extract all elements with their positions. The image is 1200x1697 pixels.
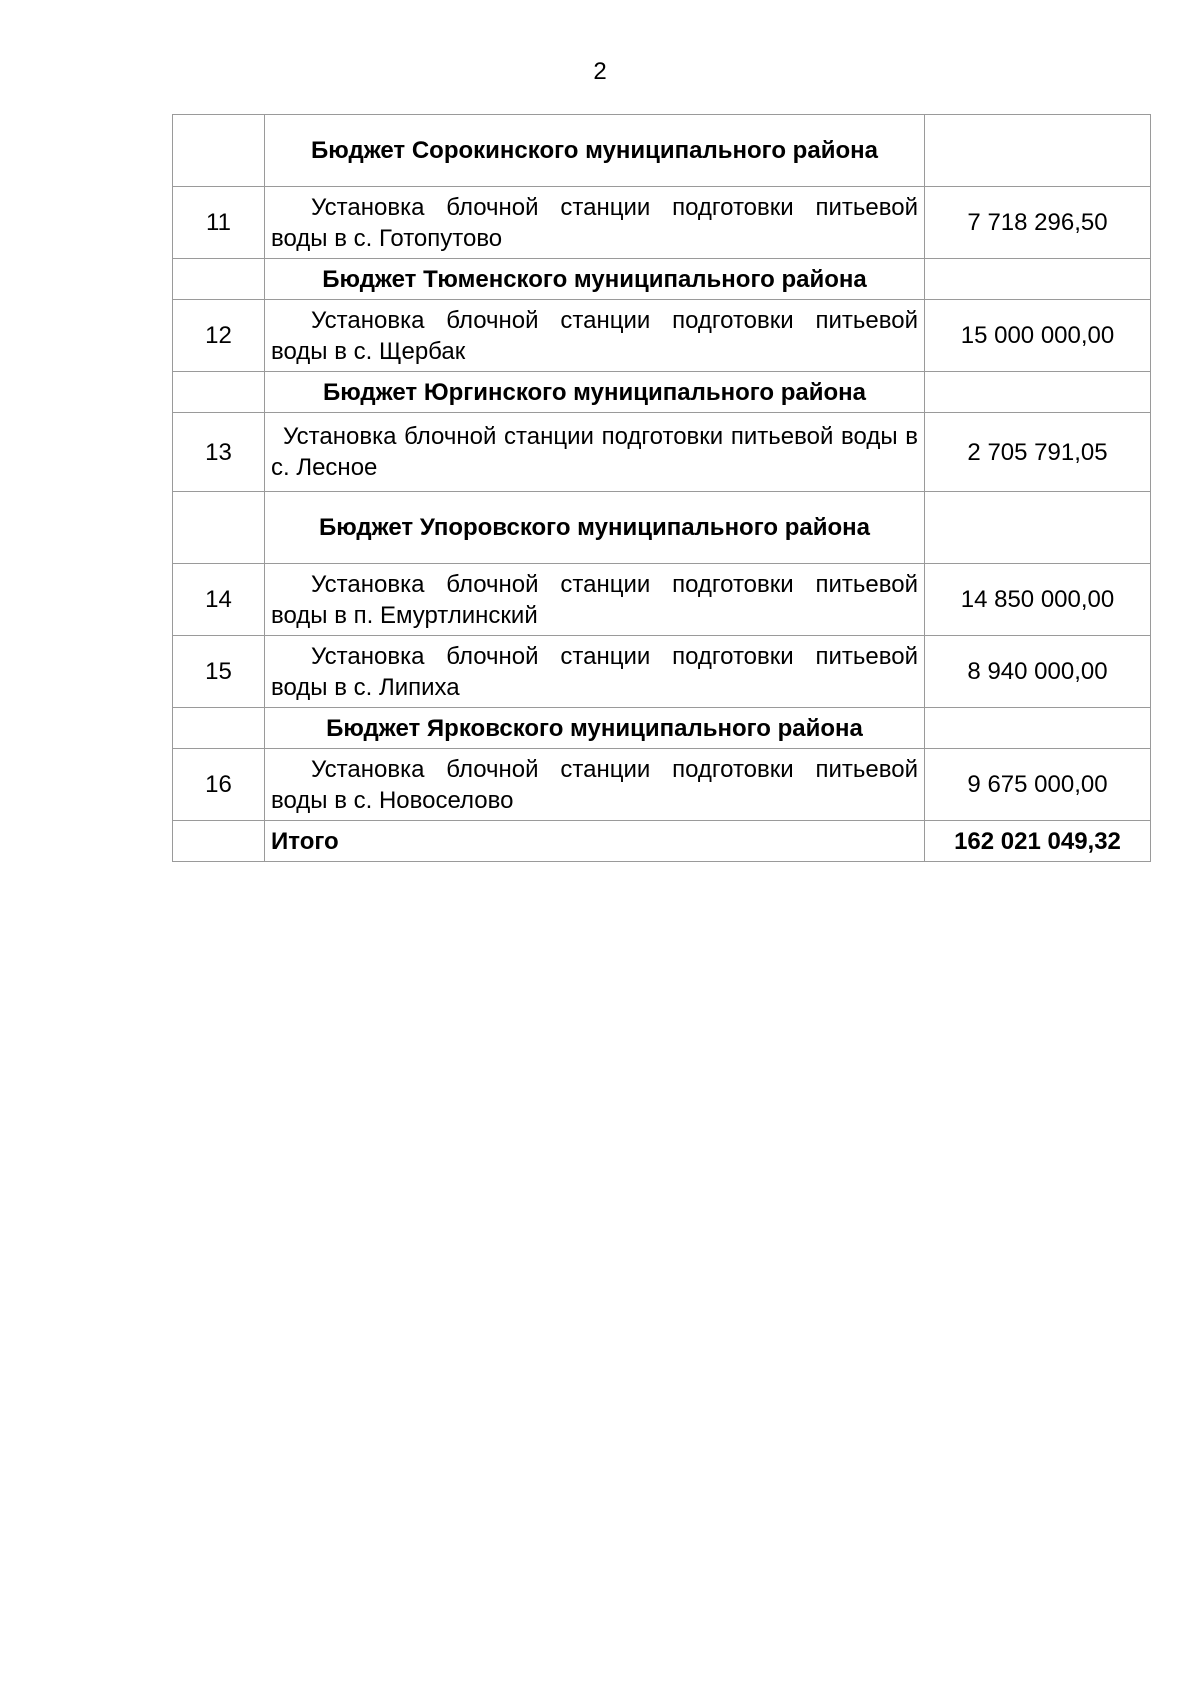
section-amount-cell (925, 708, 1151, 749)
section-num-cell (173, 115, 265, 187)
row-description: Установка блочной станции подготовки питьевой воды в с. Липиха (265, 636, 925, 708)
row-amount: 8 940 000,00 (925, 636, 1151, 708)
total-row (173, 821, 1151, 862)
section-amount-cell (925, 259, 1151, 300)
section-num-cell (173, 492, 265, 564)
row-description: Установка блочной станции подготовки питьевой воды в с. Лесное (265, 413, 925, 492)
row-description: Установка блочной станции подготовки питьевой воды в с. Щербак (265, 300, 925, 372)
section-title: Бюджет Упоровского муниципального района (265, 492, 925, 564)
table-row (173, 564, 1151, 636)
row-amount: 7 718 296,50 (925, 187, 1151, 259)
budget-table (172, 114, 1151, 862)
section-row (173, 372, 1151, 413)
total-label: Итого (265, 821, 925, 862)
table-row (173, 187, 1151, 259)
row-amount: 15 000 000,00 (925, 300, 1151, 372)
section-amount-cell (925, 372, 1151, 413)
section-row (173, 259, 1151, 300)
section-num-cell (173, 259, 265, 300)
table-row (173, 749, 1151, 821)
row-number: 11 (173, 187, 265, 259)
total-amount: 162 021 049,32 (925, 821, 1151, 862)
page-number: 2 (593, 58, 607, 85)
table-row (173, 636, 1151, 708)
row-number: 12 (173, 300, 265, 372)
section-title: Бюджет Ярковского муниципального района (265, 708, 925, 749)
row-number: 15 (173, 636, 265, 708)
section-title: Бюджет Сорокинского муниципального района (265, 115, 925, 187)
row-amount: 2 705 791,05 (925, 413, 1151, 492)
section-amount-cell (925, 492, 1151, 564)
table-row (173, 300, 1151, 372)
table-row (173, 413, 1151, 492)
section-row (173, 115, 1151, 187)
row-number: 14 (173, 564, 265, 636)
row-description: Установка блочной станции подготовки питьевой воды в с. Новоселово (265, 749, 925, 821)
row-description: Установка блочной станции подготовки питьевой воды в п. Емуртлинский (265, 564, 925, 636)
row-amount: 9 675 000,00 (925, 749, 1151, 821)
total-num-cell (173, 821, 265, 862)
section-amount-cell (925, 115, 1151, 187)
section-num-cell (173, 372, 265, 413)
row-number: 13 (173, 413, 265, 492)
section-title: Бюджет Тюменского муниципального района (265, 259, 925, 300)
row-description: Установка блочной станции подготовки питьевой воды в с. Готопутово (265, 187, 925, 259)
section-title: Бюджет Юргинского муниципального района (265, 372, 925, 413)
section-row (173, 708, 1151, 749)
row-amount: 14 850 000,00 (925, 564, 1151, 636)
section-num-cell (173, 708, 265, 749)
section-row (173, 492, 1151, 564)
row-number: 16 (173, 749, 265, 821)
